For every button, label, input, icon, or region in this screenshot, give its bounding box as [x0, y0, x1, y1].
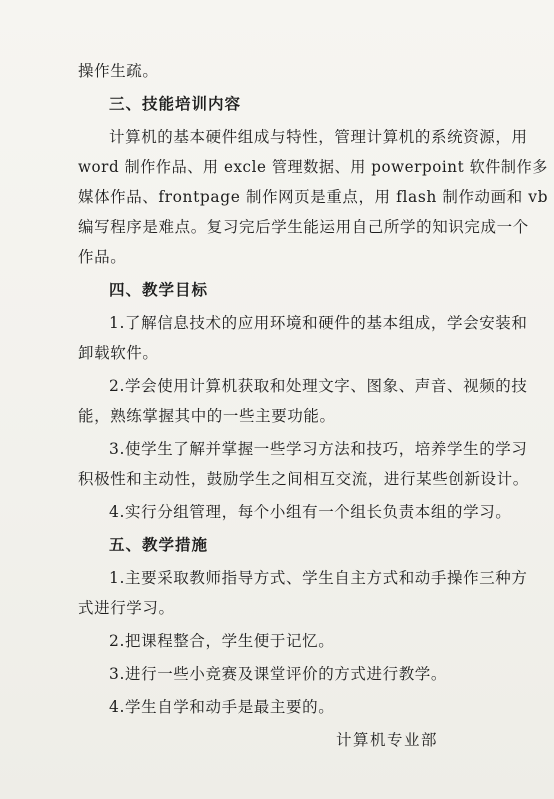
text-line: 能，熟练掌握其中的一些主要功能。: [78, 407, 336, 425]
text-line: 3.使学生了解并掌握一些学习方法和技巧，培养学生的学习: [109, 440, 528, 458]
text-line: 4.学生自学和动手是最主要的。: [109, 698, 335, 716]
text-line: 2.学会使用计算机获取和处理文字、图象、声音、视频的技: [109, 377, 528, 395]
text-line: 计算机的基本硬件组成与特性，管理计算机的系统资源，用: [109, 128, 528, 146]
text-line: 编写程序是难点。复习完后学生能运用自己所学的知识完成一个: [78, 218, 529, 236]
text-line: 作品。: [78, 248, 127, 266]
text-line: 操作生疏。: [78, 62, 159, 80]
text-line: 4.实行分组管理，每个小组有一个组长负责本组的学习。: [109, 503, 512, 521]
section-heading-measures: 五、教学措施: [109, 535, 209, 554]
text-line: 1.主要采取教师指导方式、学生自主方式和动手操作三种方: [109, 569, 528, 587]
text-line: 卸载软件。: [78, 344, 159, 362]
text-line: 媒体作品、frontpage 制作网页是重点，用 flash 制作动画和 vb: [78, 188, 549, 206]
text-line: 3.进行一些小竞赛及课堂评价的方式进行教学。: [109, 665, 447, 683]
text-line: 2.把课程整合，学生便于记忆。: [109, 632, 335, 650]
section-heading-skills: 三、技能培训内容: [109, 94, 242, 113]
text-line: 式进行学习。: [78, 599, 175, 617]
section-heading-goals: 四、教学目标: [109, 280, 209, 299]
text-line: 1.了解信息技术的应用环境和硬件的基本组成，学会安装和: [109, 314, 528, 332]
text-line: word 制作作品、用 excle 管理数据、用 powerpoint 软件制作多: [78, 158, 548, 176]
signature-department: 计算机专业部: [336, 731, 439, 749]
text-line: 积极性和主动性，鼓励学生之间相互交流，进行某些创新设计。: [78, 470, 529, 488]
